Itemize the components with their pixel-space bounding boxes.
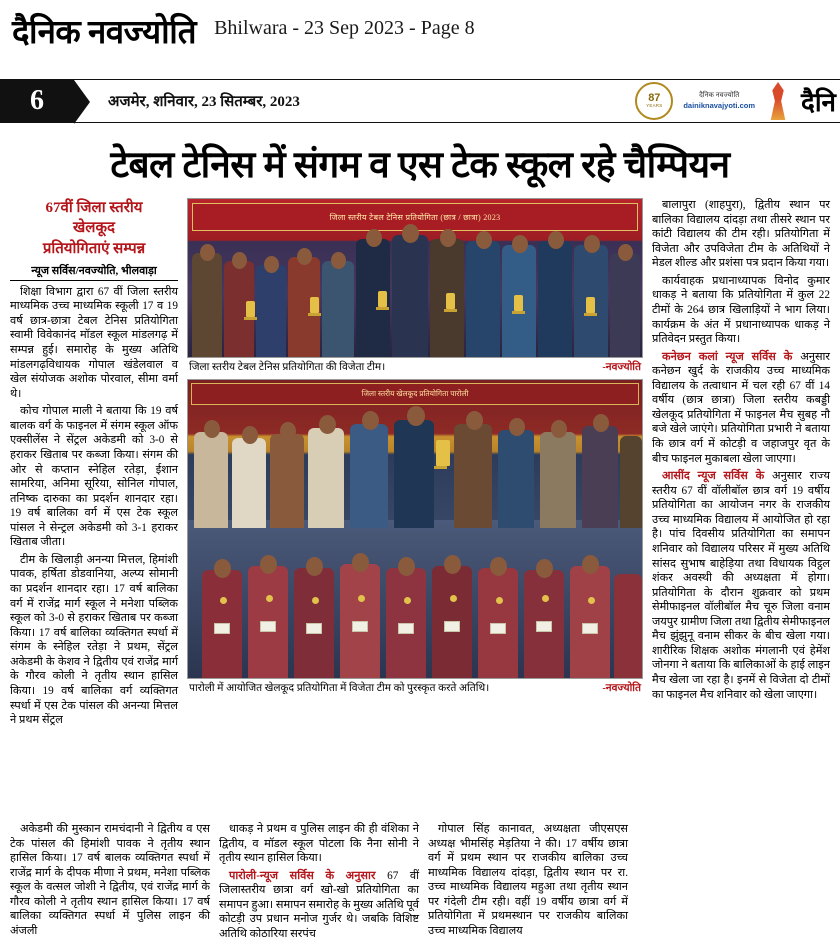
strip-arrow-icon — [74, 80, 90, 124]
left-column — [10, 198, 178, 818]
byline: न्यूज सर्विस/नवज्योति, भीलवाड़ा — [10, 263, 178, 281]
subhead-line-1: 67वीं जिला स्तरीय — [45, 200, 143, 216]
publication-logo: दैनिक नवज्योति — [12, 15, 197, 51]
badge-years-label: YEARS — [646, 103, 663, 109]
section-text: अनुसार कनेछन खुर्द के राजकीय उच्च माध्यमिक विद्यालय के तत्वाधान में चल रही 67 वीं 14 वर्षीय (छात्र छात्रा) जिला स्तरीय कबड्डी खेलकूद प्रतियोगिता में फाइनल मैच सुबह नौ बजे खेले जाएंगे। प्रतियोगिता प्रभारी ने बताया कि छात्र वर्ग में कोटड़ी व जहाजपुर वृत के बीच फाइनल मुकाबला खेला जाएगा। — [652, 350, 830, 465]
section-lead: आसींद न्यूज सर्विस के — [662, 470, 765, 483]
section-text: अनुसार राज्य स्तरीय 67 वीं वॉलीबॉल छात्र वर्ग 19 वर्षीय प्रतियोगिता का आयोजन नगर के राजकीय उच्च माध्यमिक विद्यालय में आयोजित हो रहा है। पांच दिवसीय प्रतियोगिता का समापन शनिवार को विद्यालय परिसर में मुख्य अतिथि सांसद सुभाष बाहेड़िया तथा विधायक विट्ठल शंकर अवस्थी की अध्यक्षता में होगा। प्रतियोगिता के दौरान शुक्रवार को प्रथम सेमीफाइनल वॉलीबॉल मैच चूरु जिला वनाम जयपुर ग्रामीण जिला तथा द्वितीय सेमीफाइनल मैच झुंझुनू वनाम सीकर के बीच खेला गया। शारीरिक शिक्षक अशोक मंगलानी एवं हेमेंश जोनगा ने बताया कि बालिकाओं के हाई लाइन मैच खेला जा रहा है। इनमें से विजेता दो टीमों का फाइनल मैच शनिवार को खेला जाएगा। — [652, 470, 831, 701]
paragraph: बालापुरा (शाहपुरा), द्वितीय स्थान पर बालिका विद्यालय दांदड़ा तथा तीसरे स्थान पर कांटी विद्यालय की टीम रही। प्रतियोगिता में विजेता और उपविजेता टीम के अतिथियों ने मेडल शील्ड और प्रशंसा पत्र प्रदान किया गया। — [652, 199, 830, 270]
page-headline: टेबल टेनिस में संगम व एस टेक स्कूल रहे चैम्पियन — [110, 145, 730, 186]
subhead-line-3: प्रतियोगिताएं सम्पन्न — [42, 240, 146, 257]
page-number: 6 — [0, 80, 74, 122]
article-continuation — [0, 818, 840, 951]
paragraph: शिक्षा विभाग द्वारा 67 वीं जिला स्तरीय माध्यमिक उच्च माध्यमिक स्कूली 17 व 19 वर्ष छात्र-छात्रा टेबल टेनिस प्रतियोगिता स्वामी विवेकानंद मॉडल स्कूल मांडलगढ़ में सम्पन्न हुई। समारोह के मुख्य अतिथि मांडलगढ़विधायक गोपाल खंडेलवाल व खेल संयोजक अशोक पोरवाल, सीमा वर्मा थे। — [10, 285, 178, 400]
page-strip — [0, 79, 840, 123]
badge-caption-block — [683, 92, 755, 110]
photo-people-group — [188, 235, 642, 357]
strip-edition-line: अजमेर, शनिवार, 23 सितम्बर, 2023 — [108, 94, 300, 110]
paragraph: टीम के खिलाड़ी अनन्या मित्तल, हिमांशी पावक, हर्षिता डोडवानिया, अल्प्य सोमानी का प्रदर्शन शानदार रहा। 17 वर्ष बालिका वर्ग में राजेंद्र मार्ग स्कूल ने मनेशा पब्लिक स्कूल को 3-0 से हराकर खिताब पर कब्जा किया। 17 वर्ष बालिका व्यक्तिगत स्पर्धा में संगम के स्नेहिल रतेड़ा ने प्रथम, सेंट्रल अकेडमी के केशव ने द्वितीय एवं राजेंद्र मार्ग के गौरव कोली ने तृतीय स्थान हासिल किया। 19 वर्ष बालिका वर्ग व्यक्तिगत स्पर्धा में एस टेक पांसल की अनन्या मित्तल ने प्रथम सेंट्रल — [10, 553, 178, 727]
caption-text: जिला स्तरीय टेबल टेनिस प्रतियोगिता की विजेता टीम। — [189, 362, 386, 373]
masthead — [0, 0, 840, 57]
photo-paroli-prize-distribution — [187, 379, 643, 679]
caption-text: पारोली में आयोजित खेलकूद प्रतियोगिता में विजेता टीम को पुरस्कृत करते अतिथि। — [189, 683, 490, 694]
subhead-line-2: खेलकूद — [73, 220, 115, 237]
badge-years: 87 — [648, 92, 661, 105]
badge-website: dainiknavajyoti.com — [683, 100, 756, 110]
article-body — [0, 198, 840, 818]
photo-caption-1 — [187, 358, 643, 379]
photo-banner-text: जिला स्तरीय टेबल टेनिस प्रतियोगिता (छात्र / छात्रा) 2023 — [192, 203, 638, 231]
paragraph — [219, 869, 419, 942]
badge-caption: दैनिक नवज्योति — [699, 91, 740, 99]
paragraph: गोपाल सिंह कानावत, अध्यक्षता जीएसएस अध्यक्ष भीमसिंह मेड़तिया ने की। 17 वर्षीय छात्रा वर्ग में प्रथम स्थान पर राजकीय बालिका उच्च माध्यमिक विद्यालय दांदड़ा, द्वितीय स्थान पर रा. उच्च माध्यमिक विद्यालय महुआ तथा तृतीय स्थान पर गंदेली टीम रही। वहीं 19 वर्षीय छात्रा वर्ग में प्रतियोगिता में प्रथमस्थान पर राजकीय बालिका उच्च माध्यमिक विद्यालय — [428, 823, 628, 937]
paragraph: कार्यवाहक प्रधानाध्यापक विनोद कुमार धाकड़ ने बताया कि प्रतियोगिता में कुल 22 टीमों के 264 छात्र खिलाड़ियों ने भाग लिया। कार्यक्रम के अंत में प्रधानाध्यापक धाकड़ ने प्रतिवेदन प्रस्तुत किया। — [652, 274, 830, 346]
paragraph: कोच गोपाल माली ने बताया कि 19 वर्ष बालक वर्ग के फाइनल में संगम स्कूल ऑफ एक्सीलेंस ने सेंट्रल अकेडमी को 3-0 से हराकर खिताब पर कब्जा किया। संगम की ओर से कप्तान स्नेहिल रतेड़ा, ईशान सामरिया, अनिमा सूरिया, सोनिल गोपाल, तनिष्क दारुका का प्रदर्शन शानदार रहा। 19 वर्ष बालिका वर्ग में एस टेक स्कूल पांसल ने सेन्ट्रल अकेडमी को 3-1 हराकर खिताब जीता। — [10, 405, 178, 549]
section-text: 67 वीं जिलास्तरीय छात्रा वर्ग खो-खो प्रतियोगिता का समापन हुआ। समापन समारोह के मुख्य अतिथि पूर्व कोटड़ी उप प्रधान मनोज गुर्जर थे। जबकि विशिष्ट अतिथि कोठारिया सरपंच — [219, 869, 420, 940]
paragraph — [652, 350, 830, 467]
continuation-column-1 — [10, 822, 210, 945]
paragraph — [652, 469, 830, 702]
continuation-column-2 — [219, 822, 419, 945]
photo-table-tennis-winners — [187, 198, 643, 358]
center-column — [187, 198, 643, 818]
edition-meta: Bhilwara - 23 Sep 2023 - Page 8 — [214, 17, 475, 39]
strip-right-word: दैनि — [801, 88, 836, 117]
strip-badges — [635, 80, 801, 122]
paragraph: धाकड़ ने प्रथम व पुलिस लाइन की ही वंशिका ने द्वितीय, व मॉडल स्कूल पोटला कि नैना सोनी ने तृतीय स्थान हासिल किया। — [219, 823, 419, 865]
caption-credit: -नवज्योति — [602, 362, 641, 373]
flame-emblem-icon — [765, 82, 791, 120]
right-column — [652, 198, 830, 818]
anniversary-badge — [635, 82, 673, 120]
continuation-column-3 — [428, 822, 628, 945]
caption-credit: -नवज्योति — [602, 683, 641, 694]
section-lead: कनेछन कलां न्यूज सर्विस के — [662, 350, 793, 363]
paragraph: अकेडमी की मुस्कान रामचंदानी ने द्वितीय व एस टेक पांसल की हिमांशी पावक ने तृतीय स्थान हासिल किया। 17 वर्ष बालक व्यक्तिगत स्पर्धा में राजेंद्र मार्ग के दीपक मीणा ने प्रथम, मनेशा पब्लिक स्कूल के वत्सल जोशी ने द्वितीय, एवं राजेंद्र मार्ग के गौरव कोली ने तृतीय स्थान हासिल किया। 17 वर्ष बालिका व्यक्तिगत स्पर्धा में पुलिस लाइन की अंजली — [10, 823, 210, 937]
photo-banner-text: जिला स्तरीय खेलकूद प्रतियोगिता पारोली — [191, 383, 639, 405]
section-lead: पारोली-न्यूज सर्विस के अनुसार — [229, 869, 376, 882]
article-subhead — [10, 198, 178, 259]
photo-caption-2 — [187, 679, 643, 700]
